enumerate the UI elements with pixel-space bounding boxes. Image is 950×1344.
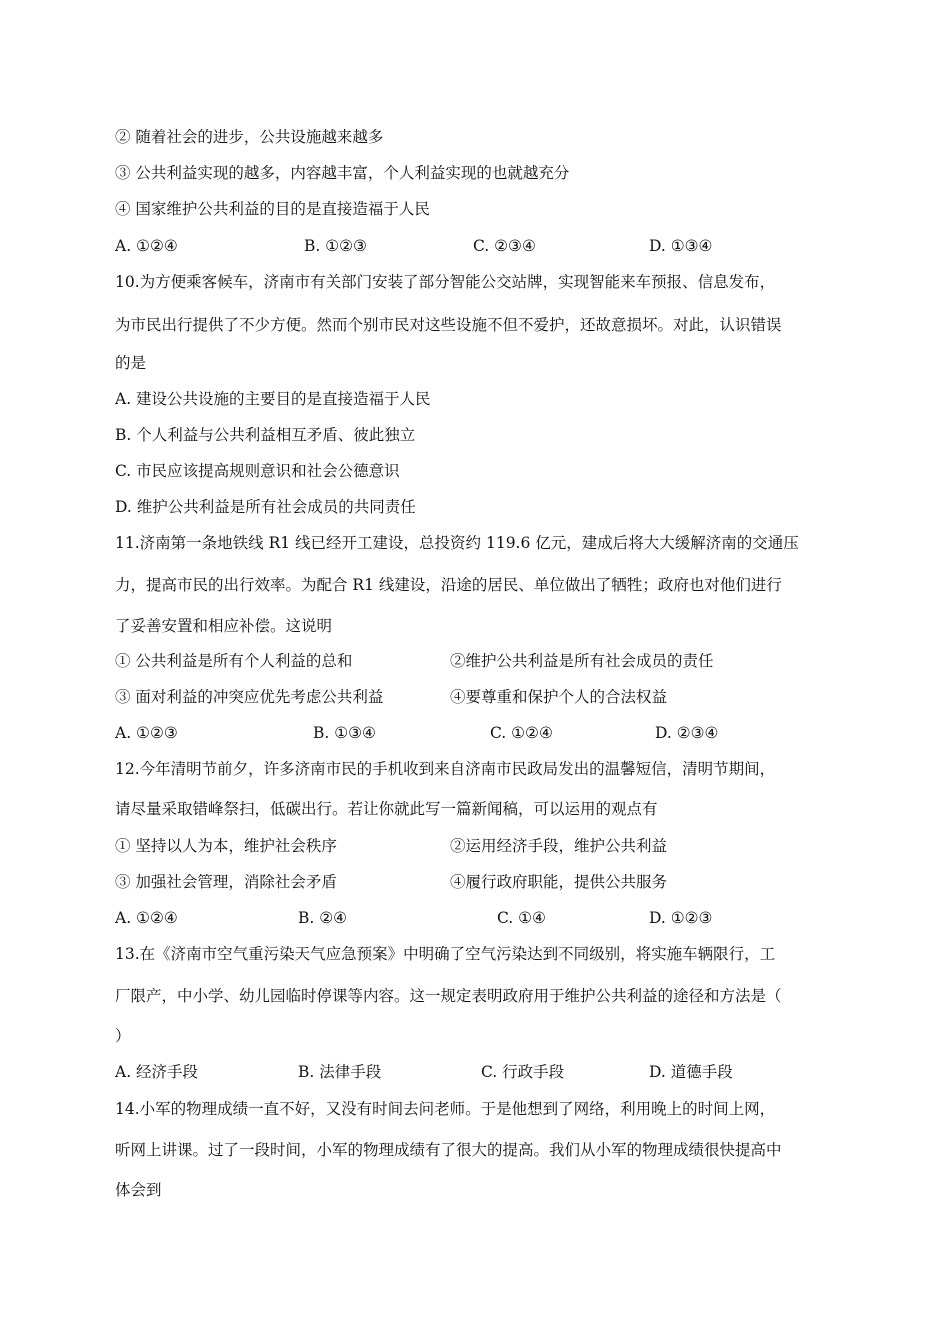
q11-option-b: B. ①③④ <box>313 724 376 742</box>
q14-stem-line-3: 体会到 <box>115 1181 162 1199</box>
q13-stem-line-1: 13.在《济南市空气重污染天气应急预案》中明确了空气污染达到不同级别，将实施车辆限行，工 <box>115 945 776 963</box>
q9-option-b: B. ①②③ <box>304 237 367 255</box>
q9-statement-2: ② 随着社会的进步，公共设施越来越多 <box>115 128 384 146</box>
q9-option-c: C. ②③④ <box>473 237 536 255</box>
q12-option-b: B. ②④ <box>298 909 348 927</box>
q10-stem-line-2: 为市民出行提供了不少方便。然而个别市民对这些设施不但不爱护，还故意损坏。对此，认识错误 <box>115 316 782 334</box>
q12-statement-1: ① 坚持以人为本，维护社会秩序 <box>115 837 337 855</box>
q13-stem-line-3: ） <box>115 1027 131 1045</box>
q11-stem-line-3: 了妥善安置和相应补偿。这说明 <box>115 617 333 635</box>
q12-stem-line-2: 请尽量采取错峰祭扫，低碳出行。若让你就此写一篇新闻稿，可以运用的观点有 <box>115 800 658 818</box>
q13-option-b: B. 法律手段 <box>298 1063 382 1081</box>
q11-stem-line-1: 11.济南第一条地铁线 R1 线已经开工建设，总投资约 119.6 亿元，建成后将大大缓解济南的交通压 <box>115 534 799 552</box>
q11-statement-1: ① 公共利益是所有个人利益的总和 <box>115 652 353 670</box>
q13-option-a: A. 经济手段 <box>115 1063 199 1081</box>
q14-stem-line-2: 听网上讲课。过了一段时间，小军的物理成绩有了很大的提高。我们从小军的物理成绩很快提高中 <box>115 1141 782 1159</box>
q12-statement-2: ②运用经济手段，维护公共利益 <box>450 837 668 855</box>
q13-option-c: C. 行政手段 <box>481 1063 565 1081</box>
q13-stem-line-2: 厂限产，中小学、幼儿园临时停课等内容。这一规定表明政府用于维护公共利益的途径和方法是（ <box>115 987 782 1005</box>
q10-stem-line-1: 10.为方便乘客候车，济南市有关部门安装了部分智能公交站牌，实现智能来车预报、信息发布， <box>115 273 776 291</box>
q11-option-d: D. ②③④ <box>655 724 719 742</box>
q13-option-d: D. 道德手段 <box>649 1063 733 1081</box>
q11-option-a: A. ①②③ <box>115 724 178 742</box>
q12-stem-line-1: 12.今年清明节前夕，许多济南市民的手机收到来自济南市民政局发出的温馨短信，清明节期间， <box>115 760 776 778</box>
q12-option-a: A. ①②④ <box>115 909 178 927</box>
q10-option-a: A. 建设公共设施的主要目的是直接造福于人民 <box>115 390 431 408</box>
q11-option-c: C. ①②④ <box>490 724 553 742</box>
q9-statement-3: ③ 公共利益实现的越多，内容越丰富，个人利益实现的也就越充分 <box>115 164 570 182</box>
q11-statement-4: ④要尊重和保护个人的合法权益 <box>450 688 668 706</box>
q10-option-d: D. 维护公共利益是所有社会成员的共同责任 <box>115 498 416 516</box>
q11-statement-3: ③ 面对利益的冲突应优先考虑公共利益 <box>115 688 384 706</box>
q12-option-d: D. ①②③ <box>649 909 713 927</box>
q10-option-c: C. 市民应该提高规则意识和社会公德意识 <box>115 462 400 480</box>
q12-statement-4: ④履行政府职能，提供公共服务 <box>450 873 668 891</box>
q12-option-c: C. ①④ <box>497 909 546 927</box>
q9-option-d: D. ①③④ <box>649 237 713 255</box>
q10-option-b: B. 个人利益与公共利益相互矛盾、彼此独立 <box>115 426 416 444</box>
q11-statement-2: ②维护公共利益是所有社会成员的责任 <box>450 652 714 670</box>
q12-statement-3: ③ 加强社会管理，消除社会矛盾 <box>115 873 337 891</box>
q10-stem-line-3: 的是 <box>115 354 147 372</box>
q9-statement-4: ④ 国家维护公共利益的目的是直接造福于人民 <box>115 200 430 218</box>
q9-option-a: A. ①②④ <box>115 237 178 255</box>
q14-stem-line-1: 14.小军的物理成绩一直不好，又没有时间去问老师。于是他想到了网络，利用晚上的时间上网， <box>115 1100 776 1118</box>
q11-stem-line-2: 力，提高市民的出行效率。为配合 R1 线建设，沿途的居民、单位做出了牺牲；政府也对他们进行 <box>115 576 782 594</box>
